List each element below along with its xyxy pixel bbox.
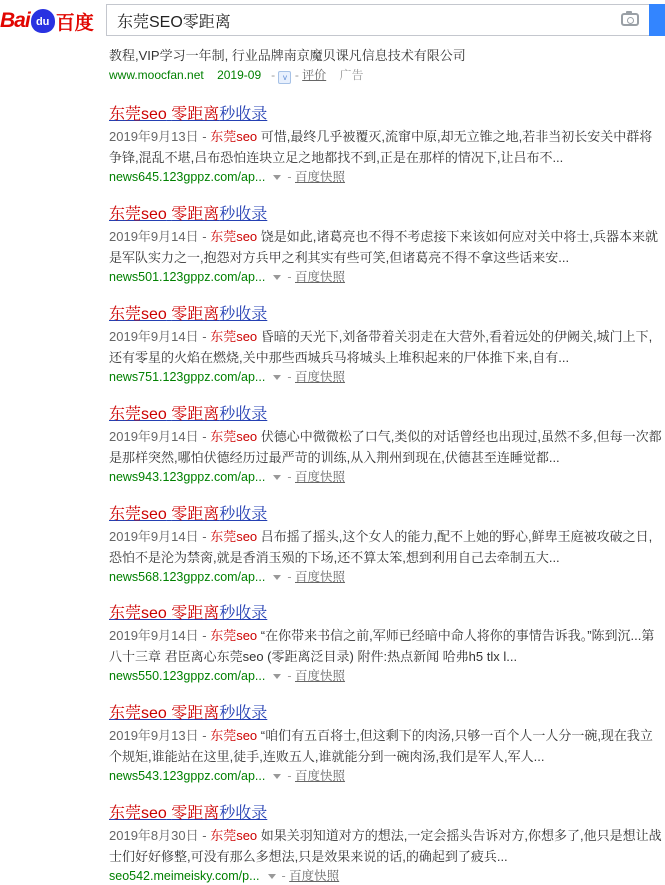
ad-description: 教程,VIP学习一年制, 行业品牌南京魔贝课凡信息技术有限公司 [109,48,466,63]
result-url[interactable]: seo542.meimeisky.com/p... [109,869,260,883]
cache-link[interactable]: 百度快照 [295,769,346,783]
result-url[interactable]: news543.123gppz.com/ap... [109,769,266,783]
title-tail: 秒收录 [219,506,268,523]
result-url-line: news943.123gppz.com/ap... - 百度快照 [109,470,346,484]
result-title-link[interactable] [109,104,665,126]
title-highlight: 零距离 [171,306,220,323]
title-highlight: 东莞seo [109,605,167,622]
abstract-highlight: 东莞seo [210,828,258,843]
abstract-highlight: 东莞seo [210,429,258,444]
search-result [109,703,665,785]
results-list [109,42,665,883]
result-abstract: 2019年9月13日 - 东莞seo 可惜,最终几乎被覆灭,流窜中原,却无立锥之地,若非当初长安关中群将争锋,混乱不堪,吕布恐怕连块立足之地都找不到,正是在那样的情况下,让吕布不... [109,129,653,165]
title-tail: 秒收录 [219,106,268,123]
search-result [109,204,665,286]
title-highlight: 零距离 [171,705,220,722]
search-result [109,603,665,685]
abstract-highlight: 东莞seo [210,229,258,244]
title-highlight: 东莞seo [109,406,167,423]
ad-date: 2019-09 [217,68,262,82]
title-highlight: 零距离 [171,106,220,123]
search-input[interactable] [117,10,607,30]
cache-link[interactable]: 百度快照 [295,669,346,683]
abstract-highlight: 东莞seo [210,728,258,743]
result-url[interactable]: news943.123gppz.com/ap... [109,470,266,484]
dropdown-arrow-icon[interactable] [273,475,281,480]
title-highlight: 东莞seo [109,705,167,722]
result-url-line: news550.123gppz.com/ap... - 百度快照 [109,669,346,683]
result-title-link[interactable] [109,204,665,226]
result-url[interactable]: news645.123gppz.com/ap... [109,170,266,184]
result-title-link[interactable] [109,504,665,526]
abstract-text: “在你带来书信之前,军师已经暗中命人将你的事情告诉我。”陈到沉...第八十三章 君臣离心东莞seo (零距离泛目录) 附件:热点新闻 哈弗h5 tlx l... [109,628,655,664]
logo-paw-text: du [35,16,50,28]
result-abstract: 2019年9月13日 - 东莞seo “咱们有五百将士,但这剩下的肉汤,只够一百个人一人分一碗,现在我立个规矩,谁能站在这里,徒手,连败五人,谁就能分到一碗肉汤,我们是军人,军人... [109,728,653,764]
cache-link[interactable]: 百度快照 [295,470,346,484]
abstract-highlight: 东莞seo [210,129,258,144]
ad-result [109,46,665,84]
result-url[interactable]: news501.123gppz.com/ap... [109,270,266,284]
title-highlight: 零距离 [171,406,220,423]
search-button[interactable] [649,4,665,36]
title-highlight: 东莞seo [109,206,167,223]
abstract-highlight: 东莞seo [210,628,258,643]
camera-icon[interactable] [621,13,639,26]
abstract-text: 伏德心中微微松了口气,类似的对话曾经也出现过,虽然不多,但每一次都是那样突然,哪怕伏德经历过最严苛的训练,从入荆州到现在,伏德甚至连睡觉都... [109,429,662,465]
result-date: 2019年9月14日 [109,628,199,643]
logo-latin: Bai [0,9,30,32]
abstract-text: 如果关羽知道对方的想法,一定会摇头告诉对方,你想多了,他只是想让战士们好好修整,可没有那么多想法,只是效果来说的话,的确起到了疲兵... [109,828,662,864]
search-result [109,504,665,586]
search-box[interactable] [106,4,649,36]
result-date: 2019年9月14日 [109,329,199,344]
result-title-link[interactable] [109,603,665,625]
title-tail: 秒收录 [219,605,268,622]
dropdown-arrow-icon[interactable] [273,774,281,779]
cache-link[interactable]: 百度快照 [295,570,346,584]
ad-url[interactable]: www.moocfan.net [109,68,204,82]
result-title-link[interactable] [109,803,665,825]
result-date: 2019年9月13日 [109,129,199,144]
result-url-line: seo542.meimeisky.com/p... - 百度快照 [109,869,340,883]
result-url-line: news568.123gppz.com/ap... - 百度快照 [109,570,346,584]
title-highlight: 零距离 [171,506,220,523]
ad-review-link[interactable]: 评价 [302,68,327,82]
title-tail: 秒收录 [219,206,268,223]
abstract-text: “咱们有五百将士,但这剩下的肉汤,只够一百个人一人分一碗,现在我立个规矩,谁能站在这里,徒手,连败五人,谁就能分到一碗肉汤,我们是军人,军人... [109,728,653,764]
search-result [109,803,665,885]
title-highlight: 东莞seo [109,805,167,822]
verified-icon[interactable]: v [278,71,291,84]
abstract-highlight: 东莞seo [210,529,258,544]
dropdown-arrow-icon[interactable] [273,175,281,180]
title-highlight: 东莞seo [109,306,167,323]
result-date: 2019年9月13日 [109,728,199,743]
title-highlight: 零距离 [171,805,220,822]
title-highlight: 零距离 [171,605,220,622]
result-abstract: 2019年9月14日 - 东莞seo “在你带来书信之前,军师已经暗中命人将你的事情告诉我。”陈到沉...第八十三章 君臣离心东莞seo (零距离泛目录) 附件:热点新闻 哈弗h5 tlx l... [109,628,655,664]
cache-link[interactable]: 百度快照 [295,170,346,184]
dropdown-arrow-icon[interactable] [273,575,281,580]
dropdown-arrow-icon[interactable] [273,275,281,280]
result-url-line: news751.123gppz.com/ap... - 百度快照 [109,370,346,384]
title-highlight: 零距离 [171,206,220,223]
search-result [109,404,665,486]
header [0,0,665,42]
search-result [109,304,665,386]
title-tail: 秒收录 [219,306,268,323]
title-tail: 秒收录 [219,705,268,722]
ad-meta: www.moocfan.net 2019-09 - v - 评价 广告 [109,68,364,82]
search-result [109,104,665,186]
paw-icon [31,9,55,33]
ad-label: 广告 [339,68,364,82]
result-date: 2019年9月14日 [109,529,199,544]
dropdown-arrow-icon[interactable] [273,674,281,679]
result-date: 2019年9月14日 [109,229,199,244]
result-url[interactable]: news568.123gppz.com/ap... [109,570,266,584]
baidu-logo[interactable] [0,6,94,36]
result-url-line: news501.123gppz.com/ap... - 百度快照 [109,270,346,284]
title-highlight: 东莞seo [109,106,167,123]
logo-cn: 百度 [55,12,94,34]
result-url[interactable]: news550.123gppz.com/ap... [109,669,266,683]
result-title-link[interactable] [109,404,665,426]
dropdown-arrow-icon[interactable] [273,375,281,380]
result-url[interactable]: news751.123gppz.com/ap... [109,370,266,384]
result-abstract: 2019年9月14日 - 东莞seo 吕布摇了摇头,这个女人的能力,配不上她的野心,鲜卑王庭被攻破之日,恐怕不是沦为禁脔,就是香消玉殒的下场,还不算太笨,想到利用自己去牵制五大... [109,529,653,565]
abstract-text: 可惜,最终几乎被覆灭,流窜中原,却无立锥之地,若非当初长安关中群将争锋,混乱不堪,吕布恐怕连块立足之地都找不到,正是在那样的情况下,让吕布不... [109,129,653,165]
cache-link[interactable]: 百度快照 [295,270,346,284]
abstract-text: 吕布摇了摇头,这个女人的能力,配不上她的野心,鲜卑王庭被攻破之日,恐怕不是沦为禁脔,就是香消玉殒的下场,还不算太笨,想到利用自己去牵制五大... [109,529,653,565]
result-date: 2019年9月14日 [109,429,199,444]
result-date: 2019年8月30日 [109,828,199,843]
result-abstract: 2019年9月14日 - 东莞seo 饶是如此,诸葛亮也不得不考虑接下来该如何应对关中将士,兵器本来就是军队实力之一,抱怨对方兵甲之利其实有些可笑,但诸葛亮不得不拿这些话来安... [109,229,658,265]
result-abstract: 2019年8月30日 - 东莞seo 如果关羽知道对方的想法,一定会摇头告诉对方,你想多了,他只是想让战士们好好修整,可没有那么多想法,只是效果来说的话,的确起到了疲兵... [109,828,662,864]
title-tail: 秒收录 [219,406,268,423]
result-url-line: news543.123gppz.com/ap... - 百度快照 [109,769,346,783]
result-title-link[interactable] [109,703,665,725]
abstract-text: 饶是如此,诸葛亮也不得不考虑接下来该如何应对关中将士,兵器本来就是军队实力之一,抱怨对方兵甲之利其实有些可笑,但诸葛亮不得不拿这些话来安... [109,229,658,265]
result-abstract: 2019年9月14日 - 东莞seo 昏暗的天光下,刘备带着关羽走在大营外,看着远处的伊阙关,城门上下,还有零星的火焰在燃烧,关中那些西城兵马将城头上堆积起来的尸体推下来,自有... [109,329,653,365]
cache-link[interactable]: 百度快照 [295,370,346,384]
abstract-text: 昏暗的天光下,刘备带着关羽走在大营外,看着远处的伊阙关,城门上下,还有零星的火焰在燃烧,关中那些西城兵马将城头上堆积起来的尸体推下来,自有... [109,329,653,365]
title-tail: 秒收录 [219,805,268,822]
result-abstract: 2019年9月14日 - 东莞seo 伏德心中微微松了口气,类似的对话曾经也出现过,虽然不多,但每一次都是那样突然,哪怕伏德经历过最严苛的训练,从入荆州到现在,伏德甚至连睡觉都... [109,429,662,465]
cache-link[interactable]: 百度快照 [289,869,340,883]
result-url-line: news645.123gppz.com/ap... - 百度快照 [109,170,346,184]
abstract-highlight: 东莞seo [210,329,258,344]
result-title-link[interactable] [109,304,665,326]
title-highlight: 东莞seo [109,506,167,523]
